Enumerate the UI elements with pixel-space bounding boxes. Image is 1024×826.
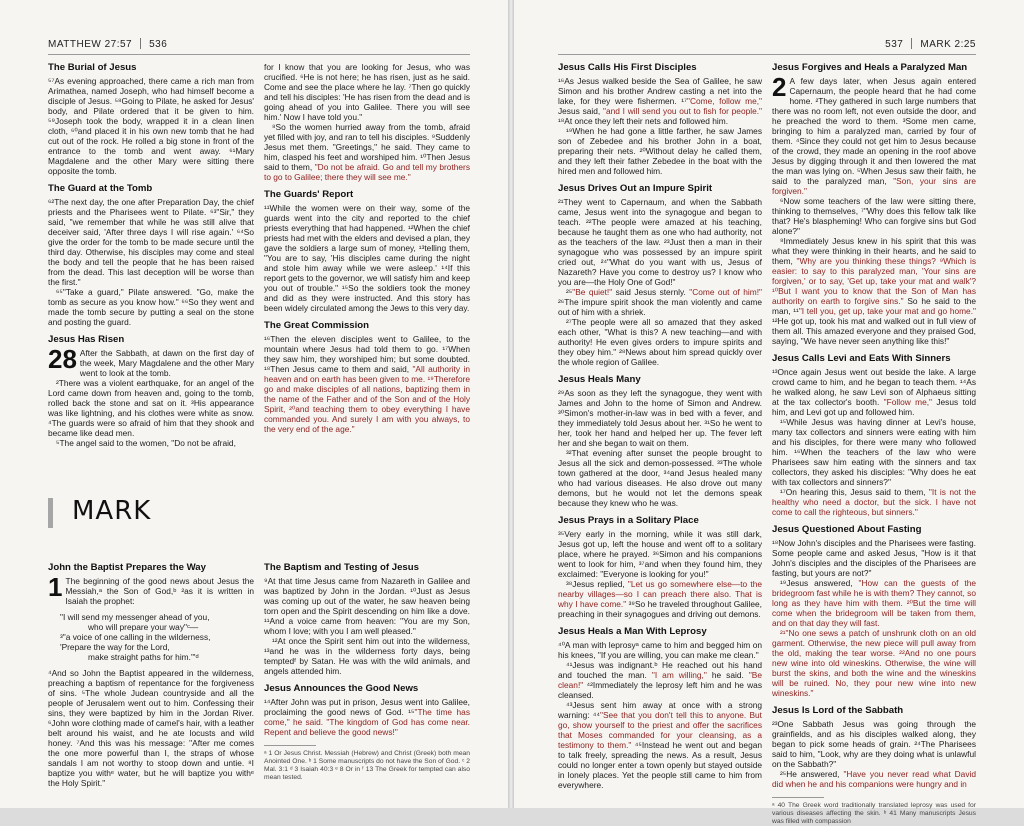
running-head-book: MARK 2:25 — [920, 39, 976, 50]
words-of-jesus: "All authority in heaven and on earth has been given to me. ¹⁹Therefore go and make disciples of all nations, baptizing them in the name of the Father and of the Son and of the Holy Spirit, ²⁰and teaching them to obey everything I have commanded you. And surely I am with you always, to the very end of the age." — [264, 364, 471, 434]
verse-text: ¹⁶Then the eleven disciples went to Galilee, to the mountain where Jesus had told them to go. ¹⁷When they saw him, they worshiped him; but some doubted. ¹⁸Then Jesus came to them and said, — [264, 334, 470, 374]
verse-paragraph: ³⁵Very early in the morning, while it was still dark, Jesus got up, left the house and went off to a solitary place, where he prayed. ³⁶Simon and his companions went to look for him, ³⁷and when they found him, they exclaimed: "Everyone is looking for you!" — [558, 529, 762, 579]
verse-paragraph: for I know that you are looking for Jesus, who was crucified. ⁶He is not here; he has risen, just as he said. Come and see the place where he lay. ⁷Then go quickly and tell his disciples: 'He has risen from the dead and is going ahead of you into Galilee. There you will see him.' Now I have told you." — [264, 62, 470, 122]
verse-text: So he said to the man, ¹¹ — [772, 296, 976, 316]
section-heading: John the Baptist Prepares the Way — [48, 562, 206, 573]
verse-paragraph — [558, 660, 762, 700]
verse-paragraph: ²³One Sabbath Jesus was going through the grainfields, and as his disciples walked along, they began to pick some heads of grain. ²⁴The Pharisees said to him, "Look, why are they doing what is unlawful on the Sabbath?" — [772, 719, 976, 769]
verse-paragraph — [558, 287, 762, 317]
right-page — [514, 0, 1024, 825]
words-of-jesus: "Be clean!" — [558, 670, 762, 690]
verse-paragraph — [264, 334, 470, 434]
verse-paragraph — [48, 344, 254, 378]
verse-text: The beginning of the good news about Jesus the Messiah,ᵃ the Son of God,ᵇ ²as it is written in Isaiah the prophet: — [65, 576, 254, 606]
verse-paragraph — [48, 572, 254, 606]
matthew-column-2 — [264, 62, 470, 434]
verse-paragraph — [772, 72, 976, 196]
section-heading: The Guard at the Tomb — [48, 183, 153, 194]
verse-text: ¹³Once again Jesus went out beside the lake. A large crowd came to him, and he began to teach them. ¹⁴As he walked along, he saw Levi son of Alphaeus sitting at the tax collector's booth. — [772, 367, 976, 407]
footnotes: ᵃ 1 Or Jesus Christ. Messiah (Hebrew) and Christ (Greek) both mean Anointed One. ᵇ 1 Some manuscripts do not have the Son of God. ᶜ 2 Mal. 3:1 ᵈ 3 Isaiah 40:3 ᵉ 8 Or in ᶠ 13 The Greek for tempted can also mean tested. — [264, 750, 470, 781]
footnote-rule — [772, 797, 824, 798]
words-of-jesus: "I am willing," — [651, 670, 707, 680]
section-heading: The Burial of Jesus — [48, 62, 137, 73]
mark-column-2 — [264, 562, 470, 782]
mark-column-3 — [558, 62, 762, 790]
verse-paragraph: ¹¹While the women were on their way, some of the guards went into the city and reported to the chief priests everything that had happened. ¹²When the chief priests had met with the elders and devised a plan, they gave the soldiers a large sum of money, ¹³telling them, "You are to say, 'His disciples came during the night and stole him away while we were asleep.' ¹⁴If this report gets to the governor, we will satisfy him and keep you out of trouble." ¹⁵So the soldiers took the money and did as they were instructed. And this story has been widely circulated among the Jews to this very day. — [264, 203, 470, 313]
verse-paragraph — [264, 697, 470, 737]
verse-paragraph: ²There was a violent earthquake, for an angel of the Lord came down from heaven and, going to the tomb, rolled back the stone and sat on it. ³His appearance was like lightning, and his clothes were white as snow. ⁴The guards were so afraid of him that they shook and became like dead men. — [48, 378, 254, 438]
verse-text: ⁴³Jesus sent him away at once with a strong warning: ⁴⁴ — [558, 700, 762, 720]
section-heading: Jesus Prays in a Solitary Place — [558, 515, 699, 526]
verse-paragraph — [772, 487, 976, 517]
verse-paragraph: ⁵⁷As evening approached, there came a rich man from Arimathea, named Joseph, who had himself become a disciple of Jesus. ⁵⁸Going to Pilate, he asked for Jesus' body, and Pilate ordered that it be given to him. ⁵⁹Joseph took the body, wrapped it in a clean linen cloth, ⁶⁰and placed it in his own new tomb that he had cut out of the rock. He rolled a big stone in front of the entrance to the tomb and went away. ⁶¹Mary Magdalene and the other Mary were sitting there opposite the tomb. — [48, 76, 254, 176]
verse-text: ⁸Immediately Jesus knew in his spirit that this was what they were thinking in their hearts, and he said to them, — [772, 236, 976, 266]
verse-paragraph: ⁴And so John the Baptist appeared in the wilderness, preaching a baptism of repentance for the forgiveness of sins. ⁵The whole Judean countryside and all the people of Jerusalem went out to him. Confessing their sins, they were baptized by him in the Jordan River. ⁶John wore clothing made of camel's hair, with a leather belt around his waist, and he ate locusts and wild honey. ⁷And this was his message: "After me comes the one more powerful than I, the straps of whose sandals I am not worthy to stoop down and untie. ⁸I baptize you withᵉ water, but he will baptize you withᵉ the Holy Spirit." — [48, 668, 254, 788]
verse-text: ³⁸Jesus replied, — [566, 579, 628, 589]
verse-text: ¹⁹Jesus answered, — [780, 578, 859, 588]
section-heading: Jesus Drives Out an Impure Spirit — [558, 183, 713, 194]
verse-text: ²⁶The impure spirit shook the man violently and came out of him with a shriek. — [558, 297, 762, 317]
section-heading: The Great Commission — [264, 320, 370, 331]
running-head-page-number: 536 — [149, 39, 168, 50]
poetry-line: make straight paths for him.'"ᵈ — [88, 652, 199, 662]
words-of-jesus: "and I will send you out to fish for people." — [603, 106, 763, 116]
verse-text: ³⁹So he traveled throughout Galilee, preaching in their synagogues and driving out demons. — [558, 599, 762, 619]
section-heading: Jesus Is Lord of the Sabbath — [772, 705, 904, 716]
poetry-block — [48, 612, 254, 662]
running-head-page-number: 537 — [885, 39, 904, 50]
mark-column-1 — [48, 562, 254, 788]
verse-paragraph — [558, 579, 762, 619]
left-page — [0, 0, 508, 808]
words-of-jesus: "Son, your sins are forgiven." — [772, 176, 976, 196]
section-heading: Jesus Announces the Good News — [264, 683, 419, 694]
chapter-number: 28 — [48, 344, 77, 374]
verse-paragraph: ¹⁸Now John's disciples and the Pharisees were fasting. Some people came and asked Jesus, "How is it that John's disciples and the disciples of the Pharisees are fasting, but yours are not?" — [772, 538, 976, 578]
mark-column-4 — [772, 62, 976, 826]
verse-text: ¹⁴After John was put in prison, Jesus went into Galilee, proclaiming the good news of God. ¹⁵ — [264, 697, 470, 717]
verse-text: ²⁵ — [566, 287, 573, 297]
verse-text: ⁴²Immediately the leprosy left him and he was cleansed. — [558, 680, 762, 700]
verse-paragraph: ¹⁹When he had gone a little farther, he saw James son of Zebedee and his brother John in a boat, preparing their nets. ²⁰Without delay he called them, and they left their father Zebedee in the boat with the hired men and followed him. — [558, 126, 762, 176]
words-of-jesus: "It is not the healthy who need a doctor, but the sick. I have not come to call the righteous, but sinners." — [772, 487, 976, 517]
verse-text: ¹⁷On hearing this, Jesus said to them, — [780, 487, 929, 497]
words-of-jesus: "Do not be afraid. Go and tell my brothers to go to Galilee; there they will see me." — [264, 162, 470, 182]
verse-paragraph: ³²That evening after sunset the people brought to Jesus all the sick and demon-possessed. ³³The whole town gathered at the door, ³⁴and Jesus healed many who had various diseases. He also drove out many demons, but he would not let the demons speak because they knew who he was. — [558, 448, 762, 508]
verse-paragraph — [264, 122, 470, 182]
running-head-left — [48, 38, 167, 50]
words-of-jesus: "Let us go somewhere else—to the nearby villages—so I can preach there also. That is why I have come." — [558, 579, 762, 609]
section-heading: Jesus Forgives and Heals a Paralyzed Man — [772, 62, 968, 73]
verse-paragraph: ⁵The angel said to the women, "Do not be afraid, — [56, 438, 236, 448]
words-of-jesus: "Come out of him!" — [689, 287, 763, 297]
poetry-line: who will prepare your way"ᶜ— — [88, 622, 199, 632]
verse-paragraph — [772, 367, 976, 417]
verse-text: After the Sabbath, at dawn on the first day of the week, Mary Magdalene and the other Mary went to look at the tomb. — [79, 348, 254, 378]
verse-text: Jesus said, — [558, 106, 603, 116]
verse-paragraph: ²¹They went to Capernaum, and when the Sabbath came, Jesus went into the synagogue and began to teach. ²²The people were amazed at his teaching, because he taught them as one who had authority, not as the teachers of the law. ²³Just then a man in their synagogue who was possessed by an impure spirit cried out, ²⁴"What do you want with us, Jesus of Nazareth? Have you come to destroy us? I know who you are—the Holy One of God!" — [558, 197, 762, 287]
matthew-column-1 — [48, 62, 254, 448]
verse-paragraph: ⁴⁰A man with leprosyᵃ came to him and begged him on his knees, "If you are willing, you can make me clean." — [558, 640, 762, 660]
verse-paragraph: ¹²At once the Spirit sent him out into the wilderness, ¹³and he was in the wilderness forty days, being temptedᶠ by Satan. He was with the wild animals, and angels attended him. — [264, 636, 470, 676]
poetry-line: 'Prepare the way for the Lord, — [60, 642, 170, 652]
words-of-jesus: "The time has come," he said. "The kingdom of God has come near. Repent and believe the good news!" — [264, 707, 470, 737]
words-of-jesus: ²¹"No one sews a patch of unshrunk cloth on an old garment. Otherwise, the new piece will pull away from the old, making the tear worse. ²²And no one pours new wine into old wineskins. Otherwise, the wine will burst the skins, and both the wine and the wineskins will be ruined. No, they pour new wine into new wineskins." — [772, 628, 976, 698]
running-head-right — [885, 38, 976, 50]
book-title: MARK — [72, 496, 152, 526]
verse-paragraph — [772, 769, 976, 789]
verse-text: ¹⁶As Jesus walked beside the Sea of Galilee, he saw Simon and his brother Andrew casting a net into the lake, for they were fishermen. ¹⁷ — [558, 76, 762, 106]
words-of-jesus: "Be quiet!" — [572, 287, 613, 297]
verse-text: ¹⁸At once they left their nets and followed him. — [558, 116, 729, 126]
book-title-bar — [48, 498, 53, 528]
verse-paragraph: ²⁹As soon as they left the synagogue, they went with James and John to the home of Simon and Andrew. ³⁰Simon's mother-in-law was in bed with a fever, and they immediately told Jesus about her. ³¹So he went to her, took her hand and helped her up. The fever left her and she began to wait on them. — [558, 388, 762, 448]
verse-paragraph: ²⁷The people were all so amazed that they asked each other, "What is this? A new teaching—and with authority! He even gives orders to impure spirits and they obey him." ²⁸News about him spread quickly over the whole region of Galilee. — [558, 317, 762, 367]
verse-paragraph — [558, 700, 762, 790]
section-heading: Jesus Has Risen — [48, 334, 125, 345]
chapter-number: 1 — [48, 572, 63, 602]
section-heading: Jesus Calls Levi and Eats With Sinners — [772, 353, 951, 364]
verse-text: ⁴⁵Instead he went out and began to talk freely, spreading the news. As a result, Jesus could no longer enter a town openly but stayed outside in lonely places. Yet the people still came to him from everywhere. — [558, 740, 762, 790]
words-of-jesus: "Have you never read what David did when he and his companions were hungry and in — [772, 769, 976, 789]
footnote-rule — [264, 745, 316, 746]
words-of-jesus: "Follow me," — [883, 397, 932, 407]
section-heading: Jesus Questioned About Fasting — [772, 524, 922, 535]
running-head-divider — [140, 38, 141, 49]
running-head-divider — [911, 38, 912, 49]
verse-paragraph: ⁶Now some teachers of the law were sitting there, thinking to themselves, ⁷"Why does this fellow talk like that? He's blaspheming! Who can forgive sins but God alone?" — [772, 196, 976, 236]
verse-paragraph: ¹⁵While Jesus was having dinner at Levi's house, many tax collectors and sinners were eating with him and his disciples, for there were many who followed him. ¹⁶When the teachers of the law who were Pharisees saw him eating with the sinners and tax collectors, they asked his disciples: "Why does he eat with tax collectors and sinners?" — [772, 417, 976, 487]
verse-paragraph — [558, 76, 762, 126]
verse-paragraph — [772, 236, 976, 346]
running-head-rule — [48, 54, 470, 55]
verse-text: ¹²He got up, took his mat and walked out in full view of them all. This amazed everyone and they praised God, saying, "We have never seen anything like this!" — [772, 316, 976, 346]
words-of-jesus: "Come, follow me," — [687, 96, 762, 106]
verse-text: he said. — [706, 670, 749, 680]
running-head-rule — [558, 54, 976, 55]
poetry-line: "I will send my messenger ahead of you, — [60, 612, 210, 622]
words-of-jesus: "How can the guests of the bridegroom fast while he is with them? They cannot, so long as they have him with them. ²⁰But the time will come when the bridegroom will be taken from them, and on that day they will fast. — [772, 578, 977, 628]
footnotes: ᵃ 40 The Greek word traditionally translated leprosy was used for various diseases affecting the skin. ᵇ 41 Many manuscripts Jesus was filled with compassion — [772, 802, 976, 825]
verse-text: ⁴¹Jesus was indignant.ᵇ He reached out his hand and touched the man. — [558, 660, 762, 680]
verse-text: said Jesus sternly. — [612, 287, 690, 297]
running-head-book: MATTHEW 27:57 — [48, 39, 133, 50]
verse-paragraph: ⁶²The next day, the one after Preparation Day, the chief priests and the Pharisees went to Pilate. ⁶³"Sir," they said, "we remember that while he was still alive that deceiver said, 'After three days I will rise again.' ⁶⁴So give the order for the tomb to be made secure until the third day. Otherwise, his disciples may come and steal the body and tell the people that he has been raised from the dead. This last deception will be worse than the first." — [48, 197, 254, 287]
verse-text: Jesus told him, and Levi got up and followed him. — [772, 397, 977, 417]
words-of-jesus: "Why are you thinking these things? ⁹Which is easier: to say to this paralyzed man, 'Your sins are forgiven,' or to say, 'Get up, take your mat and walk'? ¹⁰But I want you to know that the Son of Man has authority on earth to forgive sins." — [772, 256, 977, 306]
verse-paragraph: ⁶⁵"Take a guard," Pilate answered. "Go, make the tomb as secure as you know how." ⁶⁶So they went and made the tomb secure by putting a seal on the stone and posting the guard. — [48, 287, 254, 327]
verse-text: ⁸So the women hurried away from the tomb, afraid yet filled with joy, and ran to tell his disciples. ⁹Suddenly Jesus met them. "Greetings," he said. They came to him, clasped his feet and worshiped him. ¹⁰Then Jesus said to them, — [264, 122, 470, 172]
section-heading: Jesus Calls His First Disciples — [558, 62, 697, 73]
chapter-number: 2 — [772, 72, 787, 102]
section-heading: Jesus Heals Many — [558, 374, 641, 385]
section-heading: Jesus Heals a Man With Leprosy — [558, 626, 707, 637]
poetry-line: ³"a voice of one calling in the wilderness, — [60, 632, 211, 642]
words-of-jesus: "See that you don't tell this to anyone. But go, show yourself to the priest and offer the sacrifices that Moses commanded for your cleansing, as a testimony to them." — [558, 710, 762, 750]
section-heading: The Baptism and Testing of Jesus — [264, 562, 419, 573]
verse-text: A few days later, when Jesus again entered Capernaum, the people heard that he had come home. ²They gathered in such large numbers that there was no room left, not even outside the door, and he preached the word to them. ³Some men came, bringing to him a paralyzed man, carried by four of them. ⁴Since they could not get him to Jesus because of the crowd, they made an opening in the roof above Jesus by digging through it and then lowered the mat the man was lying on. ⁵When Jesus saw their faith, he said to the paralyzed man, — [772, 76, 976, 186]
section-heading: The Guards' Report — [264, 189, 354, 200]
verse-text: ²⁵He answered, — [780, 769, 844, 779]
words-of-jesus: "I tell you, get up, take your mat and go home." — [798, 306, 976, 316]
verse-paragraph — [772, 578, 976, 628]
verse-paragraph: ⁹At that time Jesus came from Nazareth in Galilee and was baptized by John in the Jordan. ¹⁰Just as Jesus was coming up out of the water, he saw heaven being torn open and the Spirit descending on him like a dove. ¹¹And a voice came from heaven: "You are my Son, whom I love; with you I am well pleased." — [264, 576, 470, 636]
